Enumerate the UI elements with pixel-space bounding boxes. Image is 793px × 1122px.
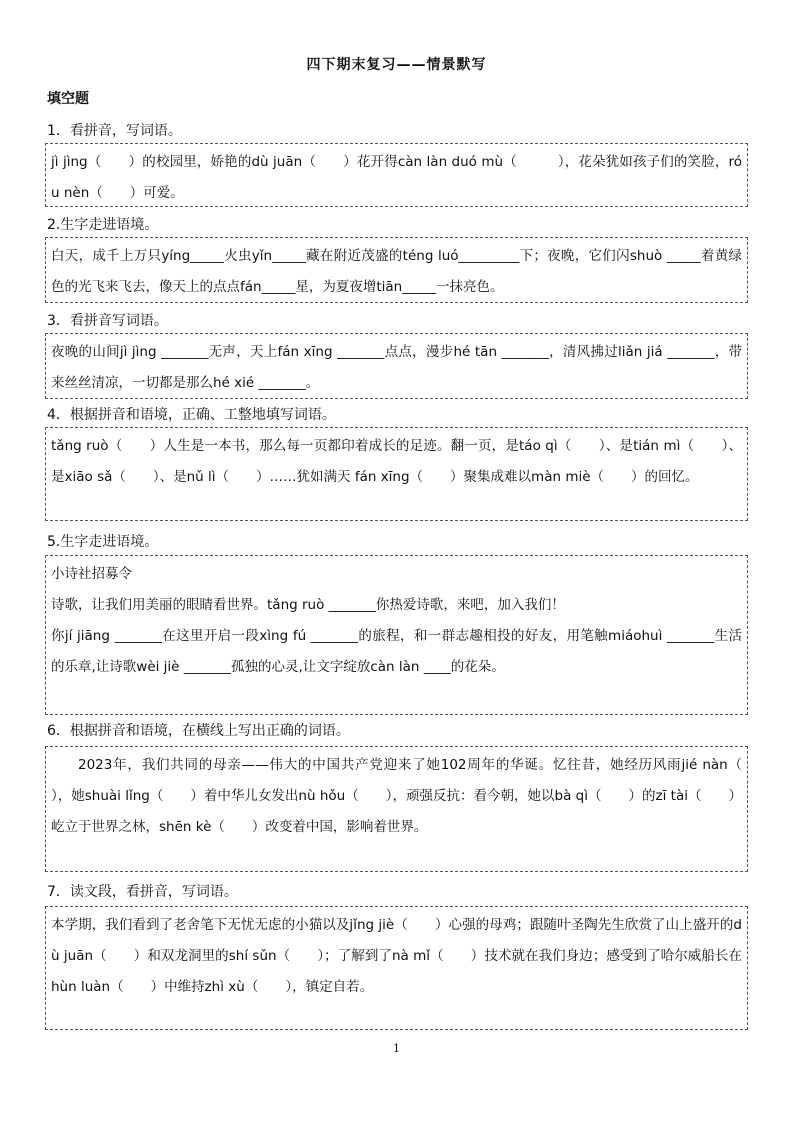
question-4-heading: 4．根据拼音和语境，正确、工整地填写词语。 [47, 407, 336, 423]
section-heading: 填空题 [47, 91, 89, 107]
question-5-notice-title: 小诗社招募令 [51, 566, 132, 582]
question-3-box [45, 333, 748, 399]
question-6-heading: 6．根据拼音和语境，在横线上写出正确的词语。 [47, 723, 350, 739]
question-2-text: 白天，成千上万只yíng_____火虫yǐn_____藏在附近茂盛的téng luó_________下；夜晚，它们闪shuò _____着黄绿色的光飞来飞去，像天上的点点fán_____星，为夏夜增tiān_____一抹亮色。 [51, 248, 742, 295]
page-title: 四下期末复习——情景默写 [306, 57, 487, 73]
question-6-box [45, 746, 769, 872]
question-7-text: 本学期，我们看到了老舍笔下无忧无虑的小猫以及jǐng jiè（ ）心强的母鸡；跟随叶圣陶先生欣赏了山上盛开的dù juān（ ）和双龙洞里的shí sǔn（ ）；了解到了nà mǐ（ ）技术就在我们身边；感受到了哈尔威船长在hùn luàn（ ）中维持zhì xù（ ），镇定自若。 [51, 917, 742, 995]
question-5-box [45, 555, 748, 715]
page-number: 1 [393, 1042, 400, 1055]
question-3-heading: 3．看拼音写词语。 [47, 313, 168, 329]
question-4-text: tǎng ruò（ ）人生是一本书，那么每一页都印着成长的足迹。翻一页，是táo qì（ ）、是tián mì（ ）、是xiāo sǎ（ ）、是nǔ lì（ ）……犹如满天 fán xīng（ ）聚集成难以màn miè（ ）的回忆。 [51, 438, 742, 485]
question-5-text-1: 诗歌，让我们用美丽的眼睛看世界。tǎng ruò _______你热爱诗歌，来吧，加入我们！ [51, 597, 565, 613]
question-5-heading: 5.生字走进语境。 [47, 534, 159, 550]
question-6-text: 2023年，我们共同的母亲——伟大的中国共产党迎来了她102周年的华诞。忆往昔，她经历风雨jié nàn（ ），她shuài lǐng（ ）着中华儿女发出nù hǒu（ ），顽强反抗：看今朝，她以bà qì（ ）的zī tài（ ）屹立于世界之林，shēn kè（ ）改变着中国，影响着世界。 [51, 757, 769, 835]
question-7-heading: 7．读文段，看拼音，写词语。 [47, 884, 238, 900]
question-3-text: 夜晚的山间jì jìng _______无声，天上fán xīng _______点点，漫步hé tān _______，清风拂过liǎn jiá _______，带来丝丝清凉，一切都是那么hé xié _______。 [51, 344, 742, 391]
question-2-heading: 2.生字走进语境。 [47, 217, 159, 233]
question-1-heading: 1．看拼音，写词语。 [47, 123, 182, 139]
question-7-box [45, 906, 748, 1030]
question-5-text-2: 你jí jiāng _______在这里开启一段xìng fú _______的旅程，和一群志趣相投的好友，用笔触miáohuì _______生活的乐章,让诗歌wèi jiè _______孤独的心灵,让文字绽放càn làn ____的花朵。 [51, 628, 742, 675]
question-2-box [45, 237, 748, 303]
question-1-text: jì jìng（ ）的校园里，娇艳的dù juān（ ）花开得càn làn duó mù（ ），花朵犹如孩子们的笑脸，róu nèn（ ）可爱。 [51, 154, 742, 201]
question-4-box [45, 427, 748, 521]
question-1-box [45, 143, 748, 207]
